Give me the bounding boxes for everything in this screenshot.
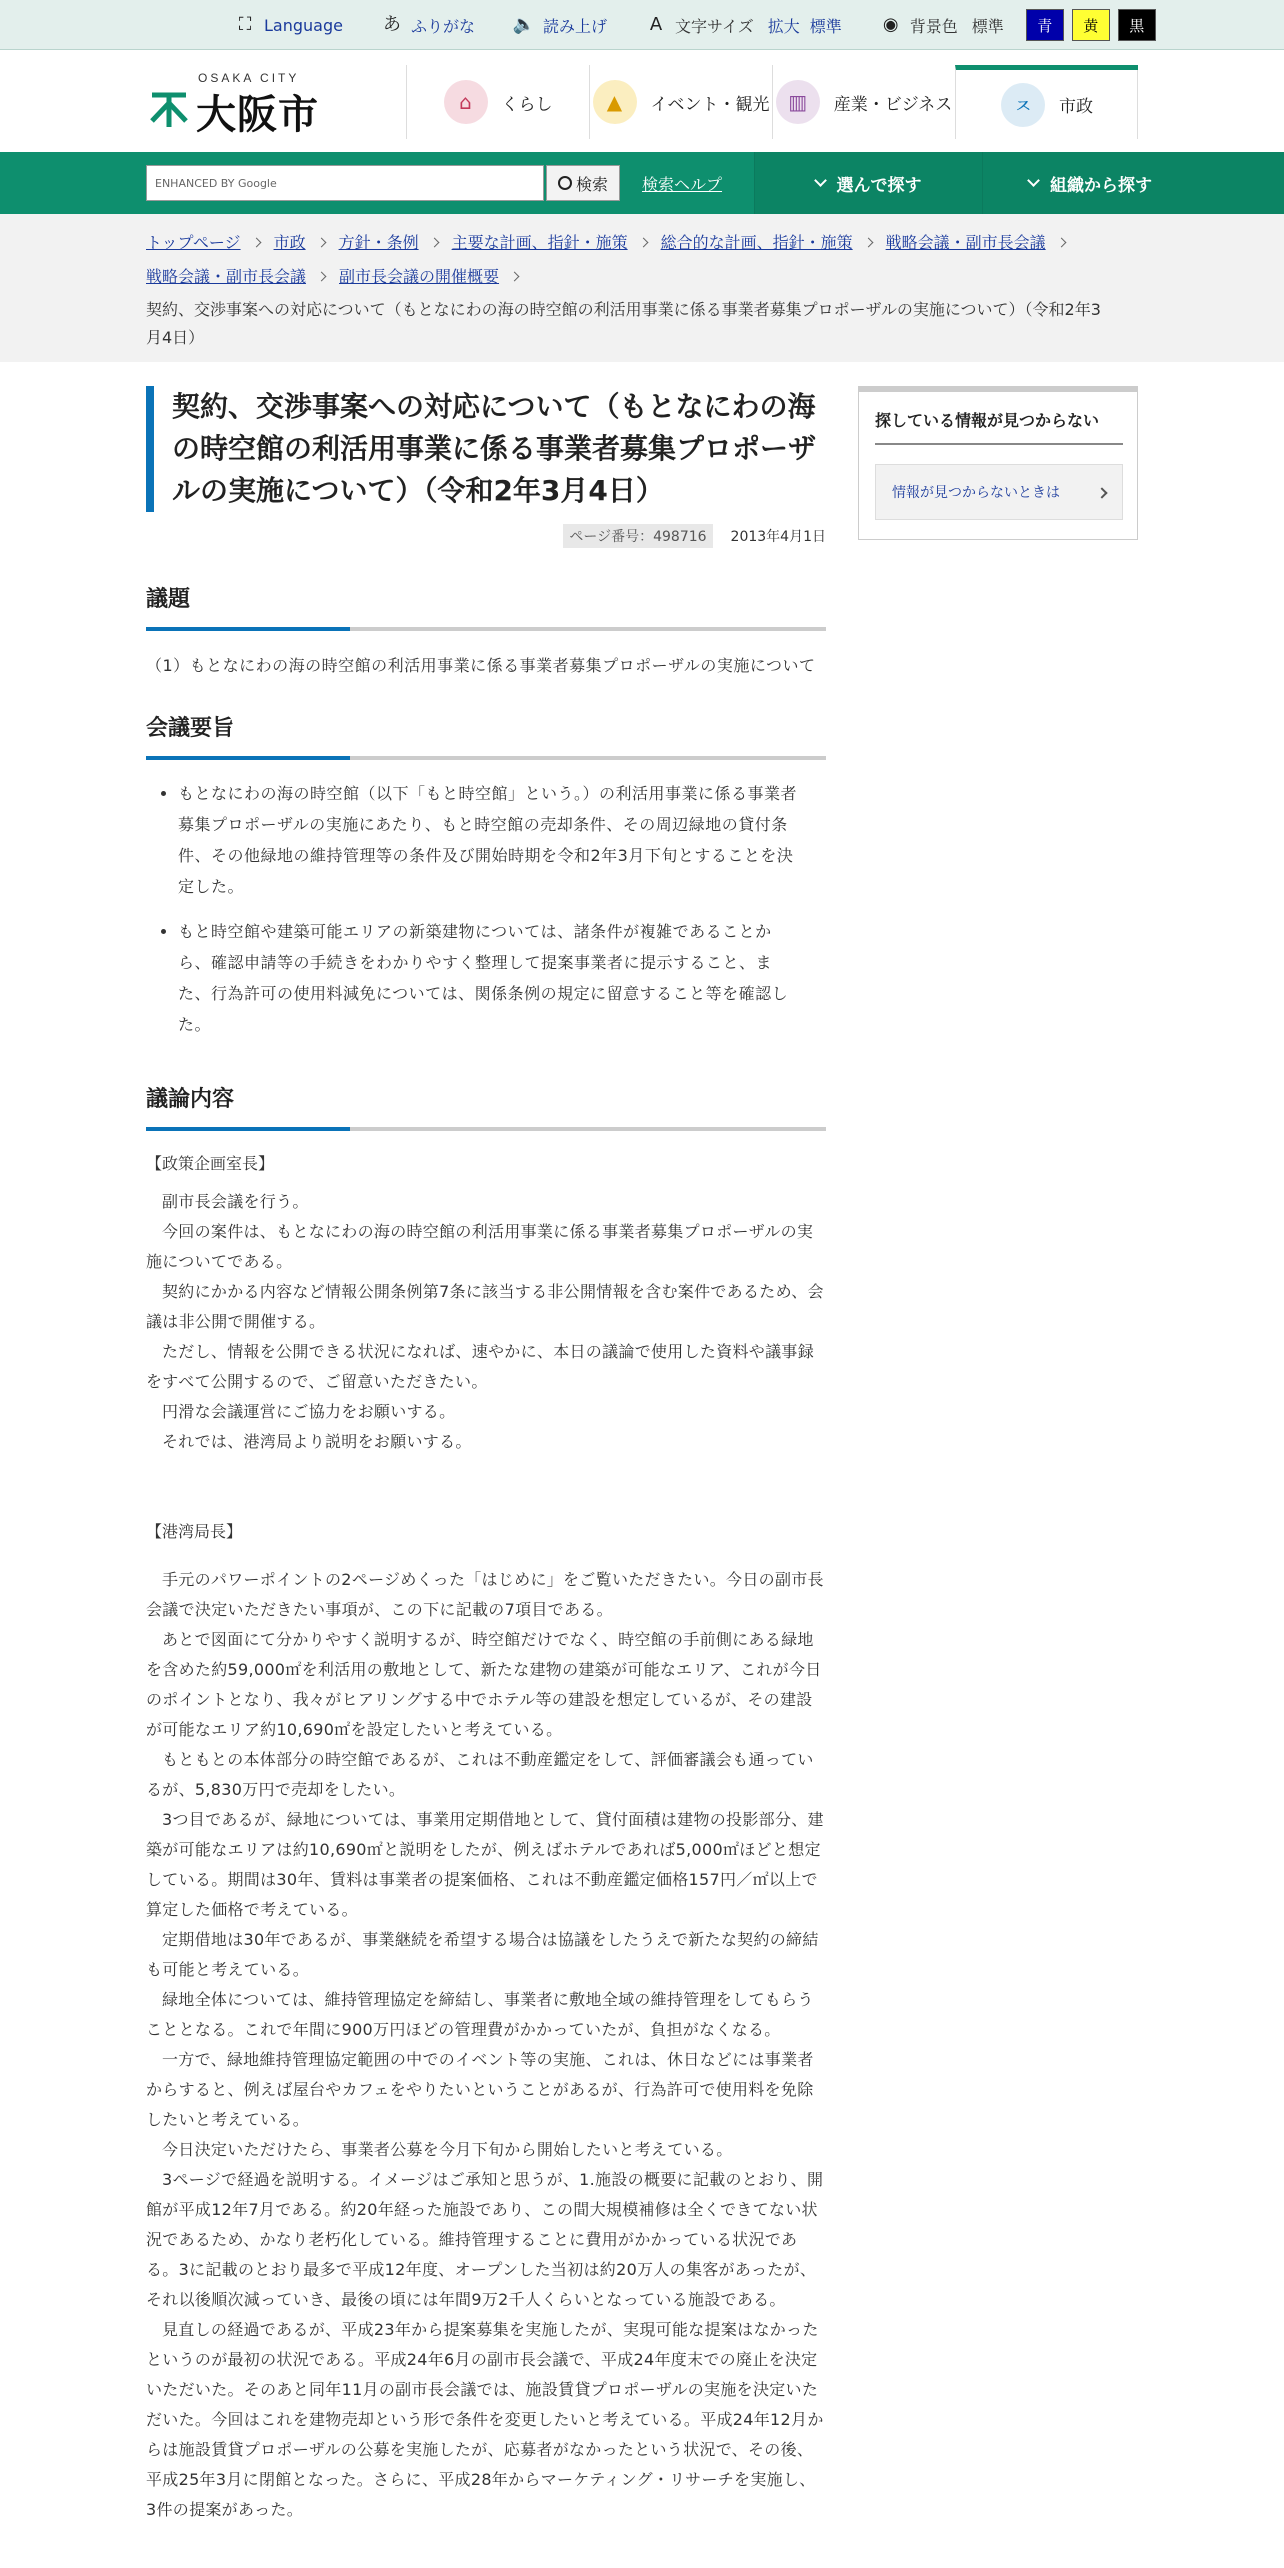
list-item: • もとなにわの海の時空館（以下「もと時空館」という。）の利活用事業に係る事業者募集プロポーザルの実施にあたり、もと時空館の売却条件、その周辺緑地の貸付条件、その他緑地の維持管理等の条件及び開始時期を令和2年3月下旬とすることを決定した。 <box>178 778 798 902</box>
speech-paragraph: もともとの本体部分の時空館であるが、これは不動産鑑定をして、評価審議会も通っているが、5,830万円で売却をしたい。 <box>146 1750 814 1799</box>
speaker-icon: 🔈 <box>512 14 536 35</box>
event-icon: ▲ <box>593 80 637 124</box>
gnav-item-kurashi[interactable] <box>406 65 589 139</box>
search-button-label: 検索 <box>575 174 608 194</box>
background-color-group <box>878 9 1156 41</box>
breadcrumb-current: 契約、交渉事案への対応について（もとなにわの海の時空館の利活用事業に係る事業者募集プロポーザルの実施について）（令和2年3月4日） <box>146 300 1101 347</box>
gnav-label: くらし <box>501 94 553 115</box>
breadcrumb-link[interactable]: 主要な計画、指針・施策 <box>451 233 628 252</box>
gnav-label: イベント・観光 <box>650 94 770 115</box>
agenda-text: （1）もとなにわの海の時空館の利活用事業に係る事業者募集プロポーザルの実施について <box>146 656 816 675</box>
speech-paragraph: あとで図面にて分かりやすく説明するが、時空館だけでなく、時空館の手前側にある緑地を含めた約59,000㎡を利活用の敷地として、新たな建物の建築が可能なエリア、これが今日のポイントとなり、我々がヒアリングする中でホテル等の建設を想定しているが、その建設が可能なエリア約10,690㎡を設定したいと考えている。 <box>146 1630 822 1739</box>
building-icon: ▥ <box>776 80 820 124</box>
search-input[interactable]: ENHANCED BY Google <box>146 165 544 201</box>
breadcrumb-area <box>0 214 1284 362</box>
furigana-link[interactable] <box>379 14 475 37</box>
search-icon <box>558 176 572 190</box>
text-size-group <box>643 14 842 37</box>
breadcrumb-separator-icon <box>863 238 873 248</box>
speech-paragraph: ただし、情報を公開できる状況になれば、速やかに、本日の議論で使用した資料や議事録をすべて公開するので、ご留意いただきたい。 <box>146 1342 815 1391</box>
main-content <box>146 386 826 2525</box>
text-size-standard-button[interactable]: 標準 <box>809 16 842 36</box>
page-meta <box>146 524 826 548</box>
read-aloud-link[interactable] <box>511 14 607 37</box>
breadcrumb-separator-icon <box>1056 238 1066 248</box>
read-aloud-label: 読み上げ <box>542 16 607 36</box>
logo-text: 大阪市 <box>196 91 319 138</box>
breadcrumb-link[interactable]: 総合的な計画、指針・施策 <box>660 233 853 252</box>
global-nav <box>406 65 1138 139</box>
chevron-down-icon <box>1027 174 1040 187</box>
breadcrumb-separator-icon <box>317 272 327 282</box>
translate-icon: ⛶ <box>238 14 252 35</box>
text-size-label: 文字サイズ <box>675 16 754 36</box>
choose-search-button[interactable] <box>754 152 982 214</box>
speech-paragraph: 3ページで経過を説明する。イメージはご承知と思うが、1.施設の概要に記載のとおり、開館が平成12年7月である。約20年経った施設であり、この間大規模補修は全くできてない状況であるため、かなり老朽化している。維持管理することに費用がかかっている状況である。3に記載のとおり最多で平成12年度、オープンした当初は約20万人の集客があったが、それ以後順次減っていき、最後の頃には年間9万2千人くらいとなっている施設である。 <box>146 2170 824 2309</box>
not-found-help-label: 情報が見つからないときは <box>892 485 1060 501</box>
speech-paragraph: 今日決定いただけたら、事業者公募を今月下旬から開始したいと考えている。 <box>162 2140 733 2159</box>
speech-paragraph: 一方で、緑地維持管理協定範囲の中でのイベント等の実施、これは、休日などには事業者からすると、例えば屋台やカフェをやりたいということがあるが、行為許可で使用料を免除したいと考えている。 <box>146 2050 814 2129</box>
gnav-item-event[interactable] <box>589 65 772 139</box>
speech-paragraph: 3つ目であるが、緑地については、事業用定期借地として、貸付面積は建物の投影部分、建築が可能なエリアは約10,690㎡と説明をしたが、例えばホテルであれば5,000㎡ほどと想定している。期間は30年、賃料は事業者の提案価格、これは不動産鑑定価格157円／㎡以上で算定した価格で考えている。 <box>146 1810 824 1919</box>
furigana-label: ふりがな <box>410 16 475 36</box>
speech-paragraph: 円滑な会議運営にご協力をお願いする。 <box>162 1402 456 1421</box>
breadcrumb-separator-icon <box>251 238 261 248</box>
breadcrumb-link[interactable]: 戦略会議・副市長会議 <box>885 233 1046 252</box>
text-size-icon: A <box>649 14 663 35</box>
speaker-label: 【政策企画室長】 <box>146 1154 275 1173</box>
bg-standard-button[interactable]: 標準 <box>971 16 1004 36</box>
discussion-heading: 議論内容 <box>146 1082 826 1131</box>
page-title: 契約、交渉事案への対応について（もとなにわの海の時空館の利活用事業に係る事業者募集プロポーザルの実施について）（令和2年3月4日） <box>146 386 826 512</box>
summary-heading: 会議要旨 <box>146 711 826 760</box>
bg-label: 背景色 <box>909 16 958 36</box>
org-search-label: 組織から探す <box>1050 175 1152 196</box>
breadcrumb-link[interactable]: 副市長会議の開催概要 <box>339 267 500 286</box>
language-link[interactable] <box>232 14 343 36</box>
speech-paragraph: 今回の案件は、もとなにわの海の時空館の利活用事業に係る事業者募集プロポーザルの実施についてである。 <box>146 1222 814 1271</box>
text-size-large-button[interactable]: 拡大 <box>767 16 800 36</box>
sidebar-box <box>858 386 1138 540</box>
breadcrumb-separator-icon <box>510 272 520 282</box>
furigana-icon: あ <box>382 14 401 35</box>
logo-subtitle: OSAKA CITY <box>198 71 300 85</box>
palette-icon: ◉ <box>882 14 899 35</box>
gnav-label: 産業・ビジネス <box>833 94 953 115</box>
search-button[interactable] <box>546 165 620 201</box>
summary-list <box>178 778 798 1040</box>
not-found-help-button[interactable] <box>875 464 1123 520</box>
speech-paragraph: 定期借地は30年であるが、事業継続を希望する場合は協議をしたうえで新たな契約の締結も可能と考えている。 <box>146 1930 819 1979</box>
gnav-item-business[interactable] <box>772 65 955 139</box>
list-item: • もと時空館や建築可能エリアの新築建物については、諸条件が複雑であることから、確認申請等の手続きをわかりやすく整理して提案事業者に提示すること、また、行為許可の使用料減免については、関係条例の規定に留意すること等を確認した。 <box>178 916 798 1040</box>
gnav-label: 市政 <box>1059 97 1093 117</box>
speech-paragraph: 見直しの経過であるが、平成23年から提案募集を実施したが、実現可能な提案はなかったというのが最初の状況である。平成24年6月の副市長会議で、平成24年度末での廃止を決定いただいた。そのあと同年11月の副市長会議では、施設賃貸プロポーザルの実施を決定いただいた。今回はこれを建物売却という形で条件を変更したいと考えている。平成24年12月からは施設賃貸プロポーザルの公募を実施したが、応募者がなかったという状況で、その後、平成25年3月に閉館となった。さらに、平成28年からマーケティング・リサーチを実施し、3件の提案があった。 <box>146 2320 824 2519</box>
chevron-right-icon <box>1096 487 1107 498</box>
city-emblem-icon: ㅈ <box>1001 83 1045 127</box>
speech-paragraph: 緑地全体については、維持管理協定を締結し、事業者に敷地全域の維持管理をしてもらうこととなる。これで年間に900万円ほどの管理費がかかっていたが、負担がなくなる。 <box>146 1990 814 2039</box>
house-icon: ⌂ <box>444 80 488 124</box>
speaker-label: 【港湾局長】 <box>146 1522 243 1541</box>
breadcrumb-link[interactable]: 市政 <box>273 233 306 252</box>
breadcrumb-link[interactable]: トップページ <box>146 233 241 252</box>
language-label: Language <box>264 15 343 35</box>
breadcrumb <box>146 226 1106 352</box>
sidebar-title: 探している情報が見つからない <box>875 408 1123 445</box>
gnav-item-shisei[interactable] <box>955 65 1138 139</box>
choose-search-label: 選んで探す <box>836 175 922 196</box>
search-bar <box>0 152 1284 214</box>
site-header <box>0 51 1284 152</box>
bg-black-button[interactable]: 黒 <box>1118 9 1156 41</box>
search-help-link[interactable]: 検索ヘルプ <box>642 175 723 194</box>
speech-block <box>146 1565 826 2525</box>
speech-block <box>146 1187 826 1457</box>
speech-paragraph: 副市長会議を行う。 <box>162 1192 309 1211</box>
agenda-heading: 議題 <box>146 582 826 631</box>
page-number: ページ番号：498716 <box>563 524 712 548</box>
org-search-button[interactable] <box>982 152 1284 214</box>
site-logo[interactable] <box>148 71 328 138</box>
page-date: 2013年4月1日 <box>730 529 826 545</box>
bg-yellow-button[interactable]: 黄 <box>1072 9 1110 41</box>
breadcrumb-separator-icon <box>316 238 326 248</box>
breadcrumb-separator-icon <box>429 238 439 248</box>
osaka-emblem-icon <box>148 87 190 129</box>
speech-paragraph: それでは、港湾局より説明をお願いする。 <box>162 1432 472 1451</box>
breadcrumb-separator-icon <box>638 238 648 248</box>
breadcrumb-link[interactable]: 方針・条例 <box>338 233 419 252</box>
bg-blue-button[interactable]: 青 <box>1026 9 1064 41</box>
speech-paragraph: 契約にかかる内容など情報公開条例第7条に該当する非公開情報を含む案件であるため、会議は非公開で開催する。 <box>146 1282 824 1331</box>
utility-links <box>232 8 1145 42</box>
utility-bar <box>0 0 1284 50</box>
chevron-down-icon <box>814 174 827 187</box>
breadcrumb-link[interactable]: 戦略会議・副市長会議 <box>146 267 307 286</box>
speech-paragraph: 手元のパワーポイントの2ページめくった「はじめに」をご覧いただきたい。今日の副市長会議で決定いただきたい事項が、この下に記載の7項目である。 <box>146 1570 824 1619</box>
